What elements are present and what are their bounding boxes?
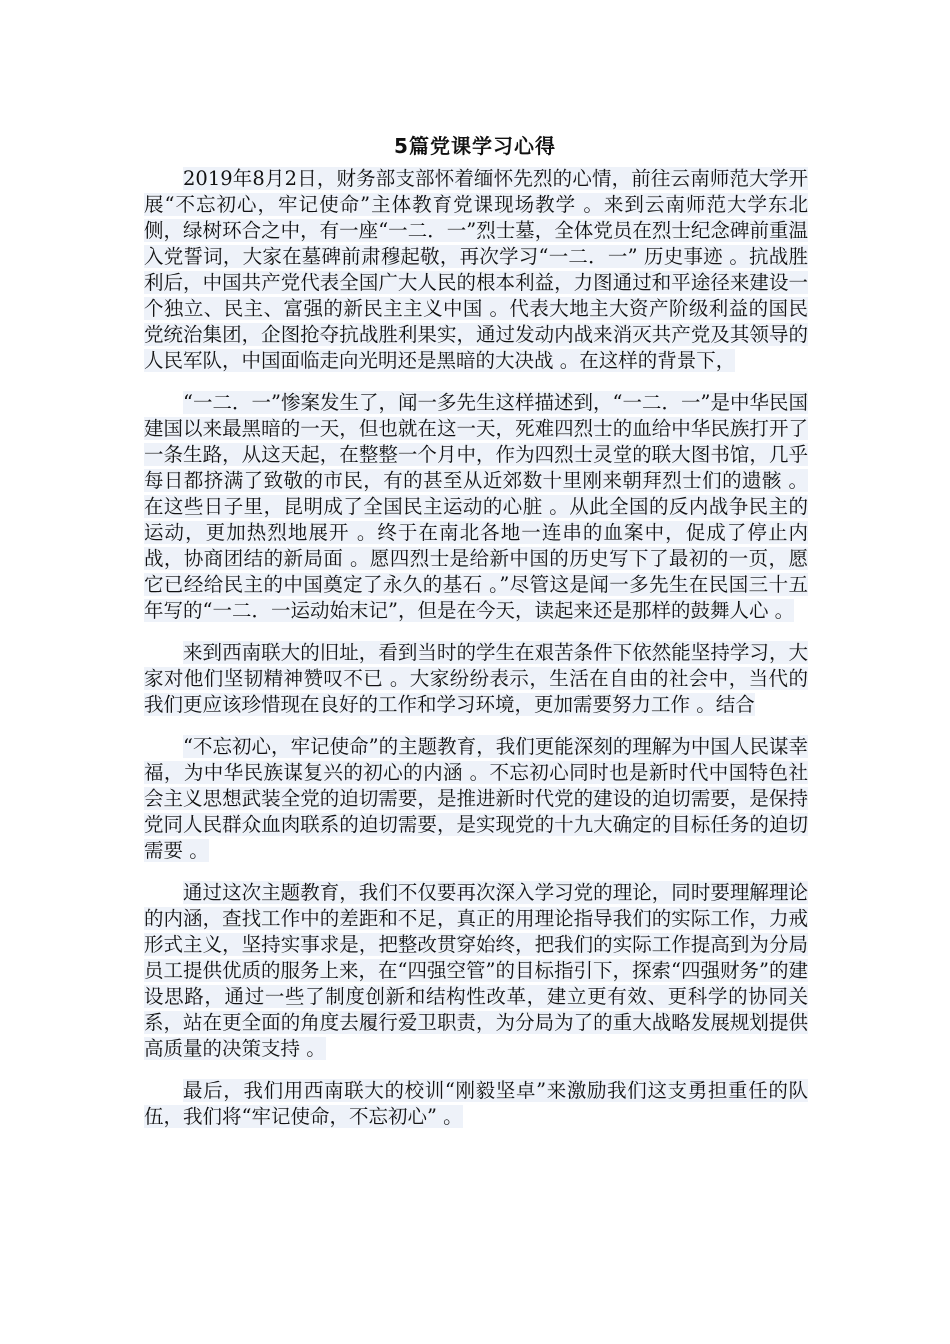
paragraph-3 [144,640,808,718]
paragraph-4-text: “不忘初心，牢记使命”的主题教育，我们更能深刻的理解为中国人民谋幸福，为中华民族谋复兴的初心的内涵 。不忘初心同时也是新时代中国特色社会主义思想武装全党的迫切需要，是推进新时代党的建设的迫切需要，是保持党同人民群众血肉联系的迫切需要，是实现党的十九大确定的目标任务的迫切需要 。 [144,735,808,862]
paragraph-2 [144,390,808,624]
paragraph-5-text: 通过这次主题教育，我们不仅要再次深入学习党的理论，同时要理解理论的内涵，查找工作中的差距和不足，真正的用理论指导我们的实际工作，力戒形式主义，坚持实事求是，把整改贯穿始终，把我们的实际工作提高到为分局员工提供优质的服务上来，在“四强空管”的目标指引下，探索“四强财务”的建设思路，通过一些了制度创新和结构性改革，建立更有效、更科学的协同关系，站在更全面的角度去履行爱卫职责，为分局为了的重大战略发展规划提供高质量的决策支持 。 [144,881,808,1060]
paragraph-4 [144,734,808,864]
document-title: 5篇党课学习心得 [394,134,556,158]
paragraph-1 [144,166,808,374]
document-body [144,166,808,1146]
paragraph-6 [144,1078,808,1130]
paragraph-1-text: 2019年8月2日，财务部支部怀着缅怀先烈的心情，前往云南师范大学开展“不忘初心，牢记使命”主体教育党课现场教学 。来到云南师范大学东北侧，绿树环合之中，有一座“一二．一”烈士墓，全体党员在烈士纪念碑前重温入党誓词，大家在墓碑前肃穆起敬，再次学习“一二．一” 历史事迹 。抗战胜利后，中国共产党代表全国广大人民的根本利益，力图通过和平途径来建设一个独立、民主、富强的新民主主义中国 。代表大地主大资产阶级利益的国民党统治集团，企图抢夺抗战胜利果实，通过发动内战来消灭共产党及其领导的人民军队，中国面临走向光明还是黑暗的大决战 。在这样的背景下， [144,167,808,372]
paragraph-5 [144,880,808,1062]
paragraph-3-text: 来到西南联大的旧址，看到当时的学生在艰苦条件下依然能坚持学习，大家对他们坚韧精神赞叹不已 。大家纷纷表示，生活在自由的社会中，当代的我们更应该珍惜现在良好的工作和学习环境，更加需要努力工作 。结合 [144,641,808,716]
paragraph-6-text: 最后，我们用西南联大的校训“刚毅坚卓”来激励我们这支勇担重任的队伍，我们将“牢记使命，不忘初心” 。 [144,1079,808,1128]
paragraph-2-text: “一二．一”惨案发生了，闻一多先生这样描述到，“一二．一”是中华民国建国以来最黑暗的一天，但也就在这一天，死难四烈士的血给中华民族打开了一条生路，从这天起，在整整一个月中，作为四烈士灵堂的联大图书馆，几乎每日都挤满了致敬的市民，有的甚至从近郊数十里刚来朝拜烈士们的遗骸 。在这些日子里，昆明成了全国民主运动的心脏 。从此全国的反内战争民主的运动，更加热烈地展开 。终于在南北各地一连串的血案中，促成了停止内战，协商团结的新局面 。愿四烈士是给新中国的历史写下了最初的一页，愿它已经给民主的中国奠定了永久的基石 。”尽管这是闻一多先生在民国三十五年写的“一二．一运动始末记”，但是在今天，读起来还是那样的鼓舞人心 。 [144,391,808,622]
